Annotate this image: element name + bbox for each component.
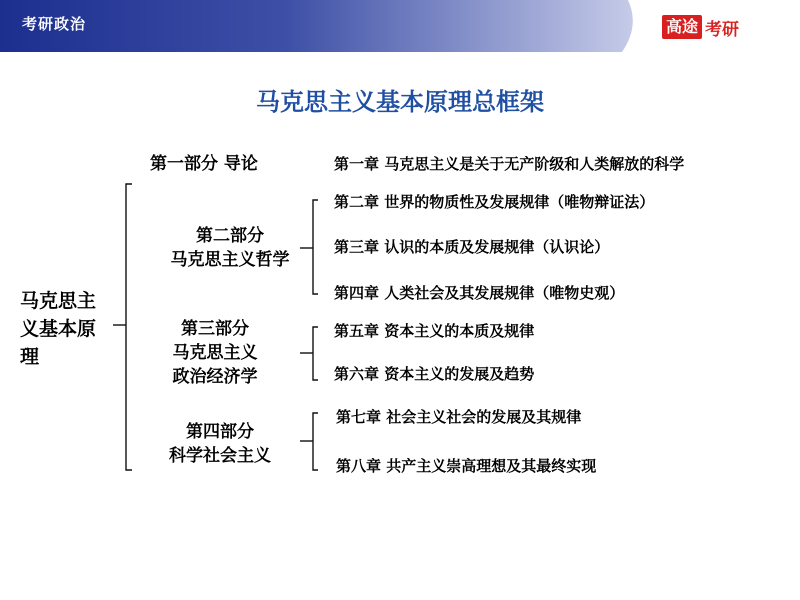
part-label: 第二部分 [196,226,264,246]
part-label: 马克思主义哲学 [170,250,290,270]
part-1-node [150,152,258,176]
part-label: 政治经济学 [172,367,258,387]
root-line: 理 [20,346,40,368]
part-label: 科学社会主义 [169,446,271,466]
part-label: 第四部分 [186,422,254,442]
chapter-4: 第四章 人类社会及其发展规律（唯物史观） [334,284,625,302]
root-bracket [126,184,132,470]
chapter-5: 第五章 资本主义的本质及规律 [334,322,535,340]
part3-bracket [313,327,318,380]
logo-mark: 高途 [662,15,702,39]
root-line: 马克思主 [20,290,97,312]
chapter-8: 第八章 共产主义崇高理想及其最终实现 [336,457,597,475]
chapter-3: 第三章 认识的本质及发展规律（认识论） [334,238,610,256]
part-4-node [155,420,285,468]
chapter-7: 第七章 社会主义社会的发展及其规律 [336,408,582,426]
logo-text: 考研 [705,19,740,40]
root-line: 义基本原 [20,318,97,340]
chapter-2: 第二章 世界的物质性及发展规律（唯物辩证法） [334,193,655,211]
part2-bracket [313,200,318,294]
chapter-6: 第六章 资本主义的发展及趋势 [334,365,535,383]
course-label: 考研政治 [22,15,87,33]
part-label: 第三部分 [181,319,249,339]
part-3-node [150,317,280,389]
root-node [20,287,96,371]
page-title: 马克思主义基本原理总框架 [256,88,544,116]
part-label: 马克思主义 [172,343,258,363]
chapter-1: 第一章 马克思主义是关于无产阶级和人类解放的科学 [334,155,685,173]
part-label: 第一部分 导论 [150,154,258,174]
part4-bracket [313,413,318,470]
part-2-node [155,224,305,272]
